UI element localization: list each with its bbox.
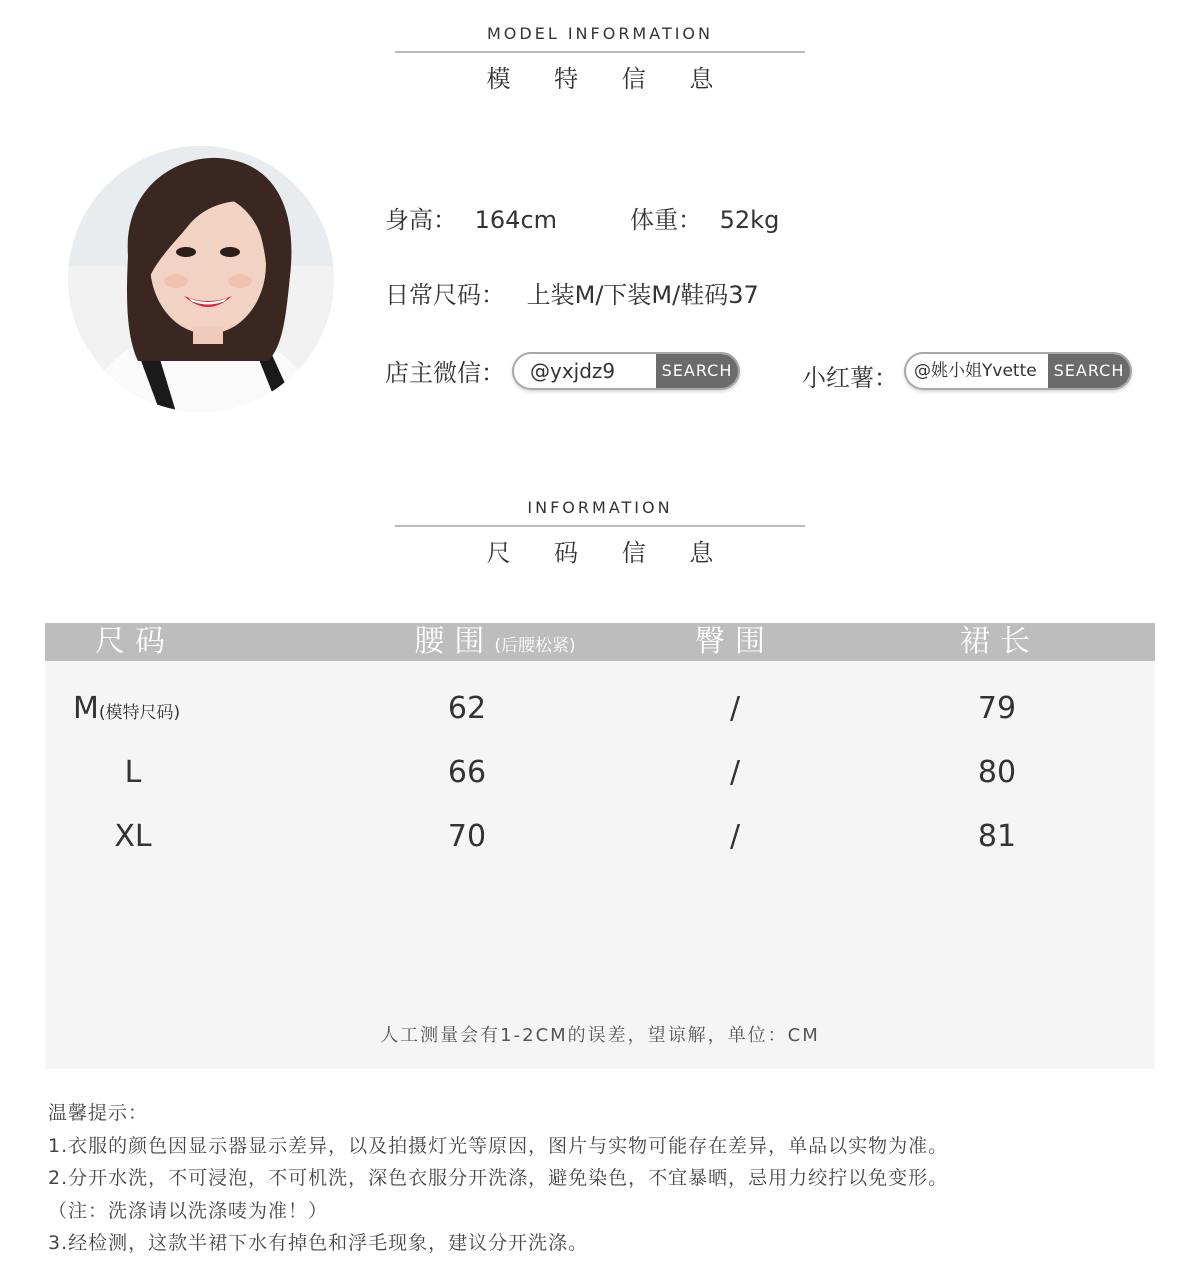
model-weight-value: 52kg: [719, 206, 780, 234]
xhs-search-button[interactable]: SEARCH: [1048, 354, 1130, 388]
measurement-note: 人工测量会有1-2CM的误差，望谅解，单位：CM: [380, 1025, 820, 1046]
table-row-xl-length: 81: [977, 819, 1017, 854]
wechat-id: @yxjdz9: [530, 359, 616, 383]
table-row-l-waist: 66: [447, 755, 487, 790]
wechat-search-box[interactable]: [512, 352, 740, 390]
header-waist-note: (后腰松紧): [494, 636, 576, 656]
model-weight: [630, 200, 779, 235]
model-weight-label: 体重：: [630, 206, 702, 234]
table-row-m-size: [73, 691, 180, 726]
table-row-l-hip: /: [729, 755, 741, 790]
size-section-divider: [395, 525, 805, 527]
model-height-value: 164cm: [474, 206, 558, 234]
model-height-label: 身高：: [385, 206, 457, 234]
model-section-header: [0, 24, 1200, 94]
tips-title: 温馨提示：: [48, 1102, 149, 1124]
table-row-xl-waist: 70: [447, 819, 487, 854]
tips-line-2: 2.分开水洗，不可浸泡，不可机洗，深色衣服分开洗涤，避免染色，不宜暴晒，忌用力绞拧以免变形。: [48, 1167, 949, 1189]
header-length: 裙长: [960, 624, 1040, 659]
header-waist: [375, 623, 615, 661]
xhs-search-box[interactable]: [904, 352, 1132, 390]
care-tips: [48, 1097, 948, 1260]
row-size-note: (模特尺码): [98, 703, 181, 723]
wechat-label: 店主微信：: [385, 359, 505, 387]
tips-line-1: 1.衣服的颜色因显示器显示差异，以及拍摄灯光等原因，图片与实物可能存在差异，单品以实物为准。: [48, 1134, 949, 1157]
header-waist-label: 腰围: [414, 624, 495, 659]
model-section-title-cn: 模 特 信 息: [486, 65, 732, 93]
model-section-title-en: MODEL INFORMATION: [487, 24, 713, 43]
tips-line-3: （注：洗涤请以洗涤唛为准！）: [48, 1199, 329, 1222]
model-section-divider: [395, 51, 805, 53]
table-row-l-size: L: [124, 755, 142, 790]
wechat-search-button[interactable]: SEARCH: [656, 354, 738, 388]
size-section-title-en: INFORMATION: [527, 498, 673, 517]
model-size-value: 上装M/下装M/鞋码37: [526, 281, 759, 309]
size-table-header: [45, 623, 1155, 661]
table-row-xl-hip: /: [729, 819, 741, 854]
model-height: [385, 200, 557, 235]
header-hip: 臀围: [695, 624, 775, 659]
table-row-m-hip: /: [729, 691, 741, 726]
row-size-value: M: [73, 691, 99, 726]
table-row-m-length: 79: [977, 691, 1017, 726]
size-section-header: [0, 498, 1200, 568]
size-section-title-cn: 尺 码 信 息: [486, 539, 732, 567]
model-avatar: [68, 146, 334, 412]
xhs-label: 小红薯：: [802, 364, 898, 392]
tips-line-4: 3.经检测，这款半裙下水有掉色和浮毛现象，建议分开洗涤。: [48, 1232, 589, 1254]
header-size: 尺码: [95, 624, 175, 659]
xhs-id: @姚小姐Yvette: [914, 361, 1037, 381]
size-table: [45, 623, 1155, 1069]
table-row-m-waist: 62: [447, 691, 487, 726]
table-row-xl-size: XL: [114, 819, 152, 854]
model-size: [385, 275, 759, 310]
model-size-label: 日常尺码：: [385, 281, 505, 309]
table-row-l-length: 80: [977, 755, 1017, 790]
